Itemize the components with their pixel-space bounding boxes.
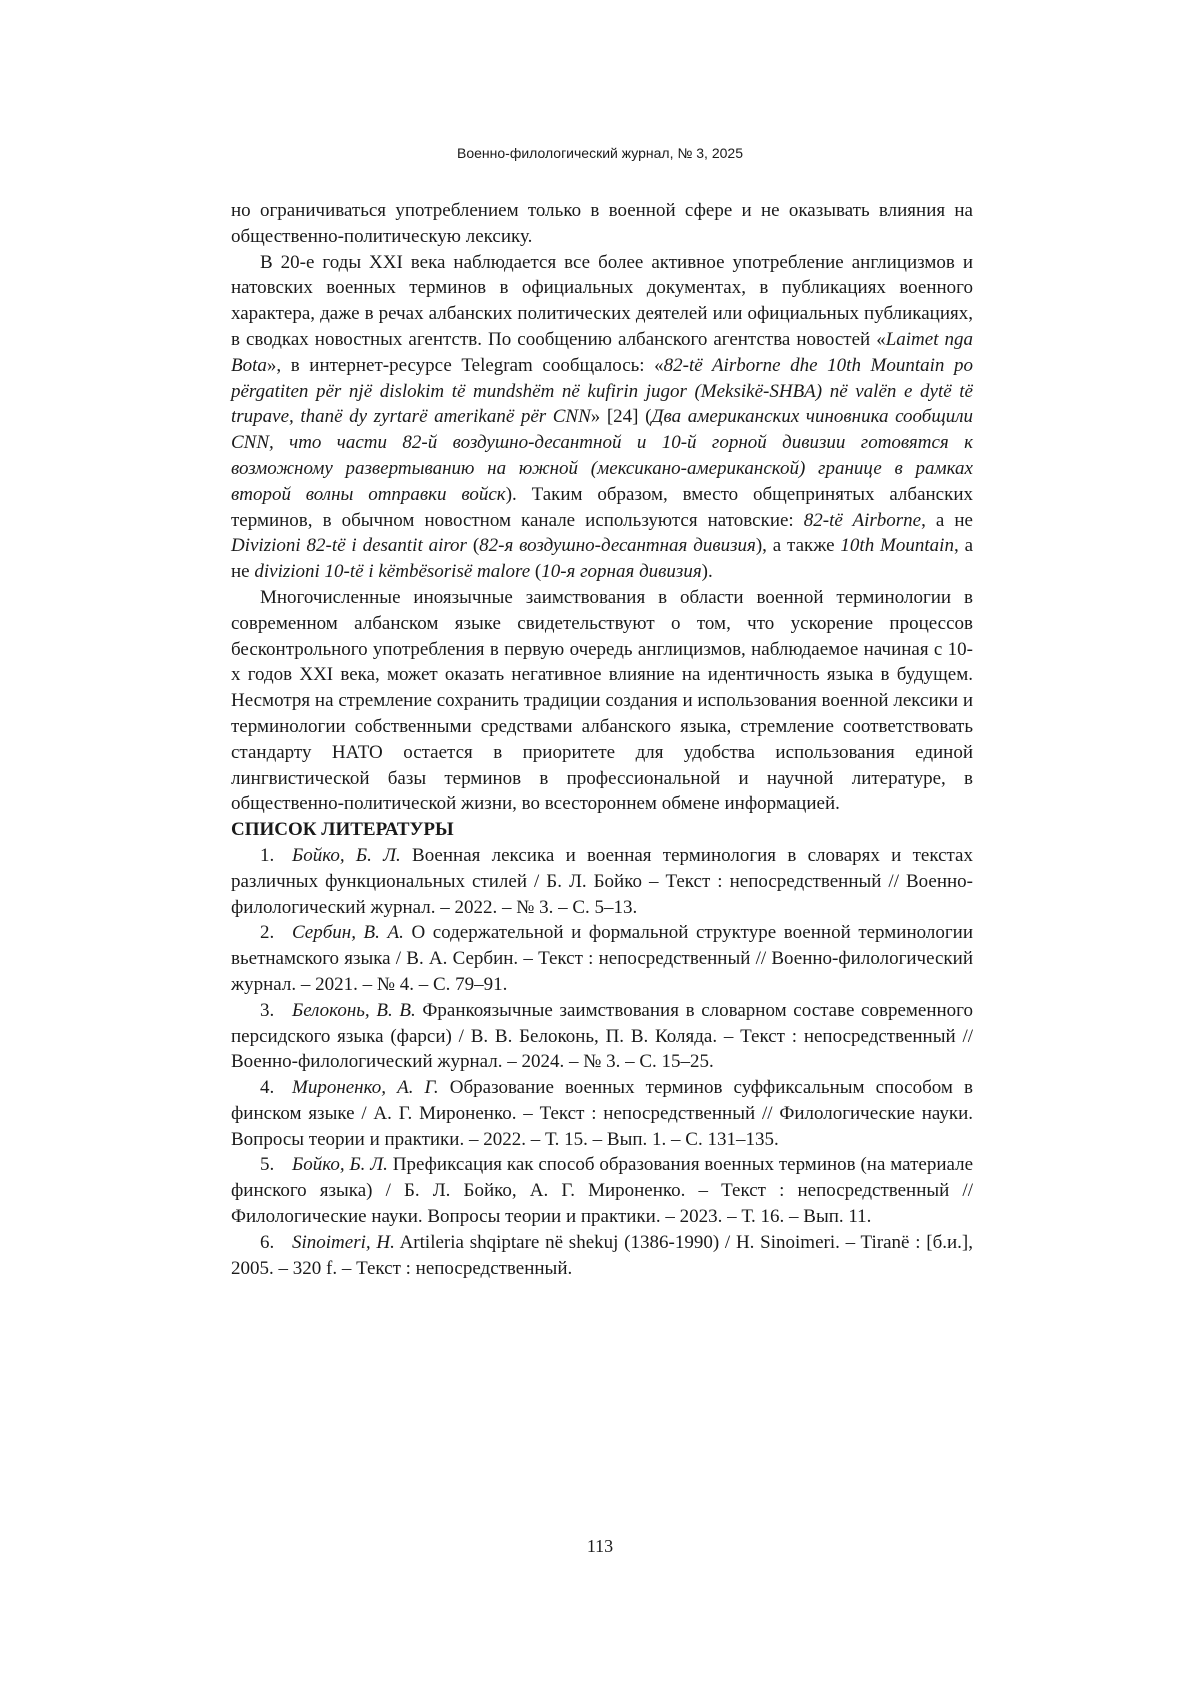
reference-text: Франкоязычные заимствования в словарном составе современного персидского языка (фарси) / В. В. Белоконь, П. В. Коляда. – Текст : непосредственный // Военно-филологический журнал. – 2024. – № 3. – С. 15–25. <box>231 999 973 1073</box>
reference-item <box>231 998 973 1075</box>
references-title: СПИСОК ЛИТЕРАТУРЫ <box>231 819 454 841</box>
reference-author: Белоконь, В. В. <box>292 999 416 1021</box>
reference-item <box>231 1230 973 1282</box>
reference-number: 6. <box>260 1231 275 1253</box>
text-run: ), а также <box>755 535 841 557</box>
reference-author: Sinoimeri, H. <box>292 1231 395 1253</box>
reference-text: Artileria shqiptare në shekuj (1386-1990) / H. Sinoimeri. – Tiranë : [б.и.], 2005. – 320 f. – Текст : непосредственный. <box>231 1231 973 1279</box>
reference-author: Мироненко, А. Г. <box>292 1077 439 1099</box>
text-run: ( <box>466 535 480 557</box>
reference-author: Бойко, Б. Л. <box>292 844 401 866</box>
running-header: Военно-филологический журнал, № 3, 2025 <box>457 145 743 161</box>
reference-author: Бойко, Б. Л. <box>292 1154 388 1176</box>
text-run: », в интернет-ресурсе Telegram сообщалось: « <box>266 354 664 376</box>
text-run: ). <box>701 561 713 583</box>
italic-run: 82-të Airborne <box>803 509 922 531</box>
reference-text: Военная лексика и военная терминология в словарях и текстах различных функциональных стилей / Б. Л. Бойко – Текст : непосредственный // Военно-филологический журнал. – 2022. – № 3. – С. 5–13. <box>231 844 973 918</box>
reference-text: О содержательной и формальной структуре военной терминологии вьетнамского языка / В. А. Сербин. – Текст : непосредственный // Военно-филологический журнал. – 2021. – № 4. – С. 79–91. <box>231 922 973 995</box>
reference-number: 2. <box>260 922 275 944</box>
italic-run: 82-të Airborne dhe 10th Mountain po përgatiten për një dislokim të mundshëm në kufirin jugor (Meksikë-SHBA) në valën e dytë të trupave, thanë dy zyrtarë amerikanë për CNN <box>231 354 973 428</box>
text-run: » [24] ( <box>590 406 652 428</box>
reference-text: Префиксация как способ образования военных терминов (на материале финского языка) / Б. Л. Бойко, А. Г. Мироненко. – Текст : непосредственный // Филологические науки. Вопросы теории и практики. – 2023. – Т. 16. – Вып. 11. <box>231 1154 973 1228</box>
reference-text: Образование военных терминов суффиксальным способом в финском языке / А. Г. Мироненко. – Текст : непосредственный // Филологические науки. Вопросы теории и практики. – 2022. – Т. 15. – Вып. 1. – С. 131–135. <box>231 1077 973 1150</box>
italic-run: Divizioni 82-të i desantit airor <box>231 535 467 557</box>
reference-item <box>231 843 973 920</box>
text-run: , а не <box>231 535 973 583</box>
reference-item <box>231 920 973 997</box>
paragraph-2 <box>231 250 973 585</box>
text-run: ). Таким образом, вместо общепринятых албанских терминов, в обычном новостном канале используются натовские: <box>231 483 973 531</box>
reference-number: 4. <box>260 1077 275 1099</box>
page-number: 113 <box>586 1536 614 1556</box>
text-run: , а не <box>921 509 973 531</box>
paragraph-3: Многочисленные иноязычные заимствования в области военной терминологии в современном албанском языке свидетельствуют о том, что ускорение процессов бесконтрольного употребления в первую очередь англицизмов, наблюдаемое начиная с 10-х годов XXI века, может оказать негативное влияние на идентичность языка в будущем. Несмотря на стремление сохранить традиции создания и использования военной лексики и терминологии собственными средствами албанского языка, стремление соответствовать стандарту НАТО остается в приоритете для удобства использования единой лингвистической базы терминов в профессиональной и научной литературе, в общественно-политической жизни, во всестороннем обмене информацией. <box>231 586 973 815</box>
italic-run: 10th Mountain <box>840 535 954 557</box>
reference-number: 3. <box>260 999 275 1021</box>
reference-number: 5. <box>260 1154 275 1176</box>
reference-item <box>231 1152 973 1229</box>
italic-run: 10-я горная дивизия <box>541 561 702 583</box>
text-run: ( <box>530 561 542 583</box>
reference-author: Сербин, В. А. <box>292 922 404 944</box>
paragraph-1: но ограничиваться употреблением только в военной сфере и не оказывать влияния на общественно-политическую лексику. <box>231 200 973 247</box>
italic-run: Laimet nga Bota <box>231 328 973 376</box>
page-body <box>231 198 973 1281</box>
reference-item <box>231 1075 973 1152</box>
text-run: В 20-е годы XXI века наблюдается все более активное употребление англицизмов и натовских военных терминов в официальных документах, в публикациях военного характера, даже в речах албанских политических деятелей или официальных публикациях, в сводках новостных агентств. По сообщению албанского агентства новостей « <box>231 251 973 350</box>
italic-run: Два американских чиновника сообщили CNN, что части 82-й воздушно-десантной и 10-й горной дивизии готовятся к возможному развертыванию на южной (мексикано-американской) границе в рамках второй волны отправки войск <box>231 406 973 505</box>
reference-number: 1. <box>260 844 275 866</box>
italic-run: 82-я воздушно-десантная дивизия <box>479 535 756 557</box>
italic-run: divizioni 10-të i këmbësorisë malore <box>254 561 531 583</box>
